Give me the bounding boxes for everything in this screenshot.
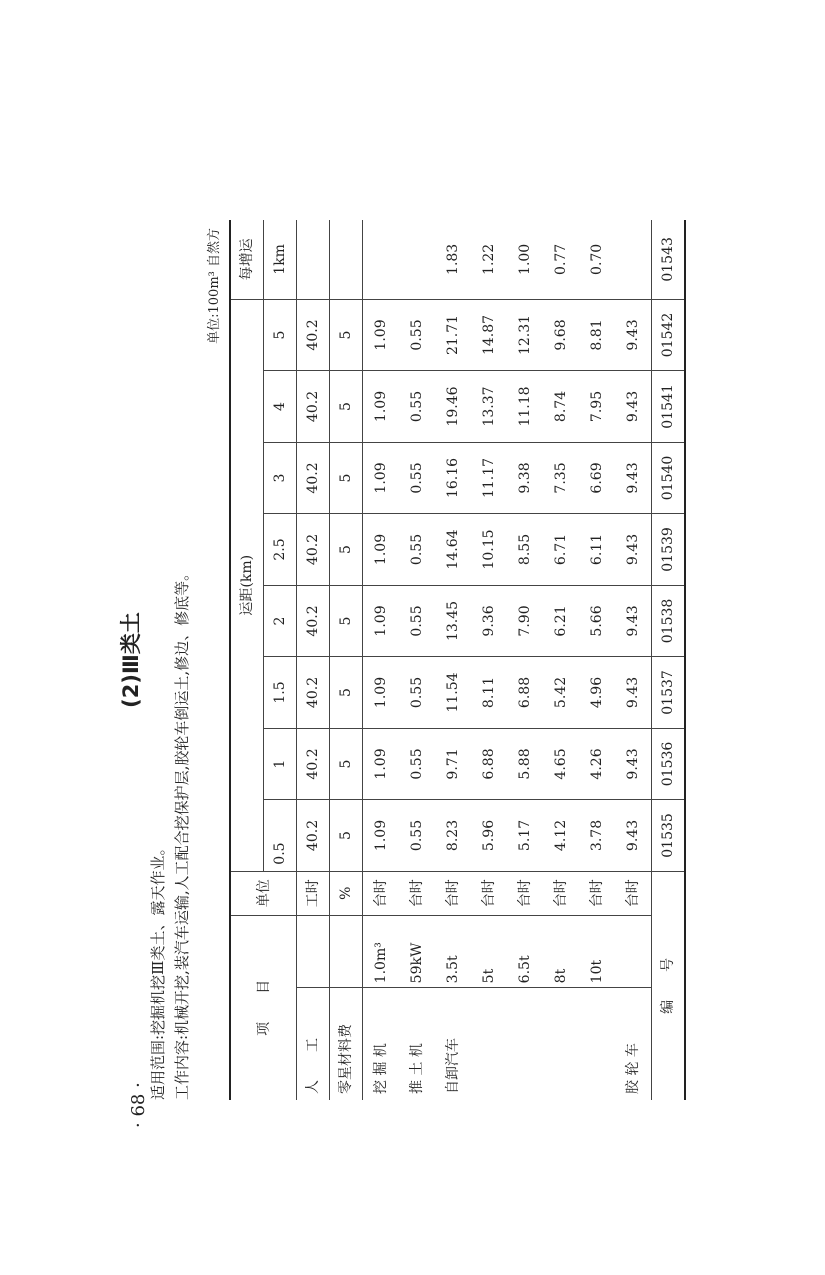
- row-value: 8.23: [435, 800, 471, 872]
- row-value: 5: [330, 657, 363, 729]
- header-item: 项 目: [230, 915, 297, 1100]
- table-row: [615, 220, 652, 1100]
- header-distance: 运距(km): [230, 299, 264, 871]
- row-value: 9.43: [615, 800, 652, 872]
- code-cell: 01539: [652, 514, 686, 586]
- header-distance-7: 5: [264, 299, 297, 371]
- row-value: 0.55: [399, 514, 435, 586]
- row-unit: 台时: [399, 871, 435, 915]
- row-value: 6.71: [543, 514, 579, 586]
- row-value: 1.09: [363, 442, 400, 514]
- row-value: 9.43: [615, 585, 652, 657]
- header-distance-6: 4: [264, 371, 297, 443]
- table-row: [435, 220, 471, 1100]
- table-row: [363, 220, 400, 1100]
- section-title: (2)Ⅲ类土: [119, 612, 143, 708]
- row-value: 1.09: [363, 299, 400, 371]
- row-value: 4.26: [579, 728, 615, 800]
- scope-text: 适用范围:挖掘机挖Ⅲ类土、露天作业。: [149, 840, 167, 1100]
- row-value: 11.18: [507, 371, 543, 443]
- row-value: 9.38: [507, 442, 543, 514]
- row-value: 1.09: [363, 585, 400, 657]
- row-spec: 5t: [471, 915, 507, 988]
- row-extra: [399, 220, 435, 299]
- header-extra-1: 每增运: [230, 220, 264, 299]
- code-cell: 01542: [652, 299, 686, 371]
- row-value: 3.78: [579, 800, 615, 872]
- row-value: 9.43: [615, 514, 652, 586]
- rotated-page-content: [115, 220, 705, 1100]
- row-unit: 工时: [297, 871, 330, 915]
- row-unit: 台时: [363, 871, 400, 915]
- row-value: 0.55: [399, 585, 435, 657]
- row-unit: 台时: [471, 871, 507, 915]
- row-spec: 6.5t: [507, 915, 543, 988]
- row-spec: 59kW: [399, 915, 435, 988]
- row-value: 9.43: [615, 299, 652, 371]
- row-value: 5: [330, 442, 363, 514]
- row-extra: 0.70: [579, 220, 615, 299]
- row-value: 4.96: [579, 657, 615, 729]
- header-distance-2: 1.5: [264, 657, 297, 729]
- row-value: 40.2: [297, 371, 330, 443]
- row-unit: 台时: [579, 871, 615, 915]
- table-row: [579, 220, 615, 1100]
- row-unit: 台时: [615, 871, 652, 915]
- row-item: [543, 988, 579, 1100]
- row-extra: [297, 220, 330, 299]
- header-distance-3: 2: [264, 585, 297, 657]
- row-value: 40.2: [297, 442, 330, 514]
- row-value: 40.2: [297, 800, 330, 872]
- row-value: 7.95: [579, 371, 615, 443]
- row-value: 6.88: [471, 728, 507, 800]
- table-row: [297, 220, 330, 1100]
- row-item: 自卸汽车: [435, 988, 471, 1100]
- code-cell: 01538: [652, 585, 686, 657]
- row-value: 6.11: [579, 514, 615, 586]
- code-cell: 01536: [652, 728, 686, 800]
- row-value: 5.96: [471, 800, 507, 872]
- code-cell: 01537: [652, 657, 686, 729]
- code-label: 编 号: [652, 871, 686, 1100]
- row-value: 40.2: [297, 514, 330, 586]
- row-value: 5.42: [543, 657, 579, 729]
- header-row-1: [230, 220, 264, 1100]
- row-value: 1.09: [363, 371, 400, 443]
- row-value: 13.37: [471, 371, 507, 443]
- row-value: 40.2: [297, 657, 330, 729]
- row-value: 8.11: [471, 657, 507, 729]
- row-spec: 8t: [543, 915, 579, 988]
- header-extra-2: 1km: [264, 220, 297, 299]
- code-row: [652, 220, 686, 1100]
- row-value: 1.09: [363, 657, 400, 729]
- code-cell: 01543: [652, 220, 686, 299]
- row-value: 9.71: [435, 728, 471, 800]
- row-value: 16.16: [435, 442, 471, 514]
- row-item: [579, 988, 615, 1100]
- row-value: 9.43: [615, 442, 652, 514]
- row-value: 9.43: [615, 371, 652, 443]
- row-unit: 台时: [543, 871, 579, 915]
- row-value: 5: [330, 299, 363, 371]
- code-cell: 01541: [652, 371, 686, 443]
- work-content-text: 工作内容:机械开挖,装汽车运输,人工配合挖保护层,胶轮车倒运土,修边、修底等。: [173, 565, 191, 1100]
- row-value: 6.69: [579, 442, 615, 514]
- row-value: 40.2: [297, 728, 330, 800]
- row-value: 1.09: [363, 728, 400, 800]
- row-extra: [330, 220, 363, 299]
- row-item: 胶 轮 车: [615, 988, 652, 1100]
- table-row: [399, 220, 435, 1100]
- row-value: 5.66: [579, 585, 615, 657]
- table-row: [471, 220, 507, 1100]
- row-value: 5.17: [507, 800, 543, 872]
- row-value: 40.2: [297, 299, 330, 371]
- header-distance-5: 3: [264, 442, 297, 514]
- row-value: 7.35: [543, 442, 579, 514]
- header-distance-4: 2.5: [264, 514, 297, 586]
- unit-note: 单位:100m³ 自然方: [207, 228, 222, 344]
- row-value: 21.71: [435, 299, 471, 371]
- row-value: 1.09: [363, 800, 400, 872]
- row-extra: [363, 220, 400, 299]
- row-value: 14.87: [471, 299, 507, 371]
- row-value: 5: [330, 371, 363, 443]
- page-number: · 68 ·: [128, 1082, 149, 1128]
- row-item: 人 工: [297, 988, 330, 1100]
- row-value: 5: [330, 514, 363, 586]
- row-unit: 台时: [435, 871, 471, 915]
- row-extra: 1.83: [435, 220, 471, 299]
- row-value: 0.55: [399, 371, 435, 443]
- header-unit: 单位: [230, 871, 297, 915]
- code-cell: 01540: [652, 442, 686, 514]
- row-value: 8.81: [579, 299, 615, 371]
- row-value: 4.65: [543, 728, 579, 800]
- row-extra: 1.22: [471, 220, 507, 299]
- row-item: [507, 988, 543, 1100]
- row-item: 推 土 机: [399, 988, 435, 1100]
- row-item: [471, 988, 507, 1100]
- row-value: 4.12: [543, 800, 579, 872]
- row-value: 9.36: [471, 585, 507, 657]
- row-value: 5: [330, 728, 363, 800]
- row-value: 40.2: [297, 585, 330, 657]
- code-cell: 01535: [652, 800, 686, 872]
- row-value: 11.17: [471, 442, 507, 514]
- row-value: 0.55: [399, 728, 435, 800]
- row-value: 13.45: [435, 585, 471, 657]
- row-spec: [615, 915, 652, 988]
- row-extra: 1.00: [507, 220, 543, 299]
- row-value: 8.74: [543, 371, 579, 443]
- table-row: [507, 220, 543, 1100]
- row-spec: [297, 915, 330, 988]
- row-value: 5.88: [507, 728, 543, 800]
- row-item: 零星材料费: [330, 988, 363, 1100]
- header-distance-0: 0.5: [264, 800, 297, 872]
- header-distance-1: 1: [264, 728, 297, 800]
- row-value: 5: [330, 585, 363, 657]
- row-value: 0.55: [399, 442, 435, 514]
- row-spec: 10t: [579, 915, 615, 988]
- row-extra: 0.77: [543, 220, 579, 299]
- row-value: 1.09: [363, 514, 400, 586]
- row-spec: 1.0m³: [363, 915, 400, 988]
- row-value: 8.55: [507, 514, 543, 586]
- row-value: 6.88: [507, 657, 543, 729]
- row-value: 6.21: [543, 585, 579, 657]
- row-unit: 台时: [507, 871, 543, 915]
- row-value: 9.43: [615, 728, 652, 800]
- row-value: 10.15: [471, 514, 507, 586]
- row-value: 19.46: [435, 371, 471, 443]
- row-value: 9.43: [615, 657, 652, 729]
- row-value: 7.90: [507, 585, 543, 657]
- table-row: [543, 220, 579, 1100]
- row-value: 0.55: [399, 800, 435, 872]
- row-value: 12.31: [507, 299, 543, 371]
- row-spec: [330, 915, 363, 988]
- row-value: 14.64: [435, 514, 471, 586]
- row-extra: [615, 220, 652, 299]
- row-unit: %: [330, 871, 363, 915]
- row-spec: 3.5t: [435, 915, 471, 988]
- row-value: 9.68: [543, 299, 579, 371]
- row-item: 挖 掘 机: [363, 988, 400, 1100]
- quota-table: [229, 220, 686, 1100]
- row-value: 0.55: [399, 299, 435, 371]
- row-value: 0.55: [399, 657, 435, 729]
- row-value: 5: [330, 800, 363, 872]
- table-row: [330, 220, 363, 1100]
- row-value: 11.54: [435, 657, 471, 729]
